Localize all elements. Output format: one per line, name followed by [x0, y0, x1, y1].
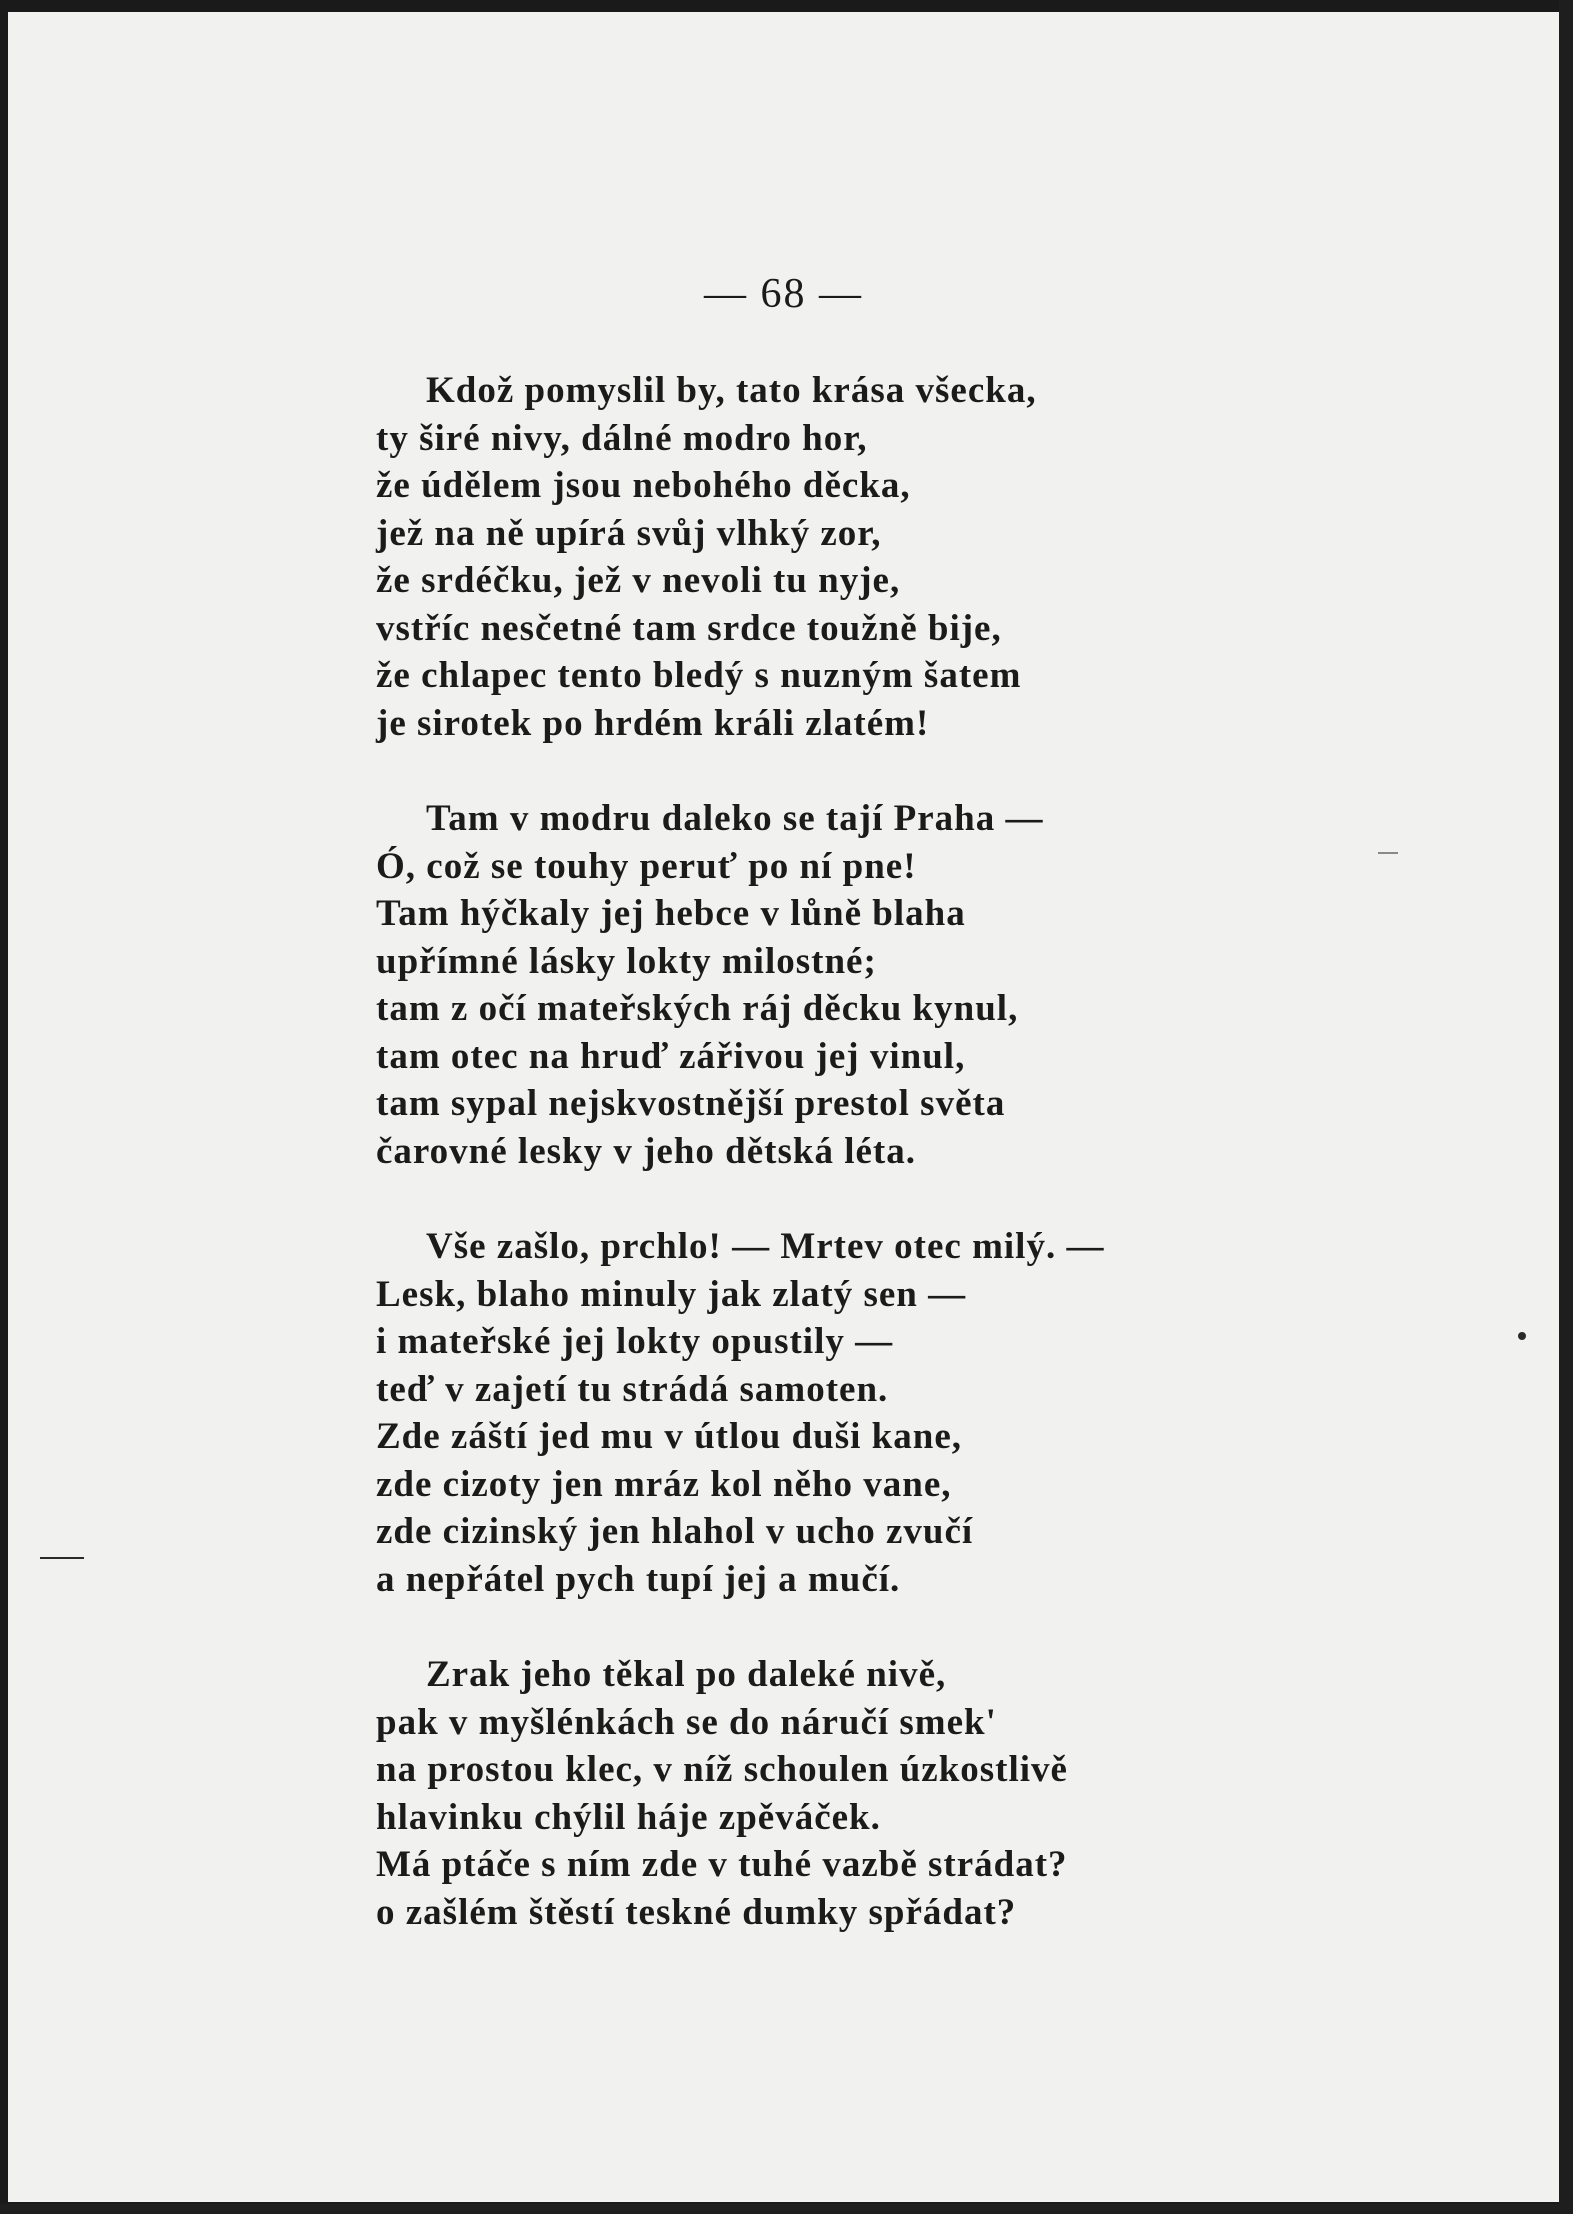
poem-line: Zrak jeho těkal po daleké nivě, [426, 1654, 947, 1695]
poem-line: hlavinku chýlil háje zpěváček. [376, 1796, 881, 1838]
poem-line: pak v myšlénkách se do náručí smek' [376, 1701, 997, 1743]
poem-line: vstříc nesčetné tam srdce toužně bije, [376, 607, 1002, 649]
ink-speck [1518, 1332, 1526, 1340]
margin-dash [1378, 852, 1398, 854]
poem-line: Zde záští jed mu v útlou duši kane, [376, 1416, 962, 1457]
scan-border-bottom [0, 2204, 1573, 2214]
poem-line: Ó, což se touhy peruť po ní pne! [376, 845, 917, 887]
poem-line: ty širé nivy, dálné modro hor, [376, 417, 868, 459]
poem-line: i mateřské jej lokty opustily — [376, 1321, 894, 1362]
poem-line: Má ptáče s ním zde v tuhé vazbě strádat? [376, 1844, 1068, 1885]
poem-line: že chlapec tento bledý s nuzným šatem [376, 655, 1022, 696]
poem-line: tam z očí mateřských ráj děcku kynul, [376, 988, 1019, 1029]
stanza-1 [376, 367, 1236, 747]
poem-line: teď v zajetí tu strádá samoten. [376, 1368, 889, 1410]
poem-line: Tam v modru daleko se tají Praha — [426, 798, 1044, 839]
stanza-4 [376, 1651, 1236, 1936]
poem-line: že údělem jsou nebohého děcka, [376, 465, 911, 506]
poem-line: tam otec na hruď zářivou jej vinul, [376, 1035, 966, 1077]
poem-line: upřímné lásky lokty milostné; [376, 940, 877, 982]
poem [376, 367, 1236, 1984]
poem-line: Lesk, blaho minuly jak zlatý sen — [376, 1273, 967, 1315]
stanza-2 [376, 795, 1236, 1175]
scan-border-right [1559, 0, 1573, 2214]
poem-line: je sirotek po hrdém králi zlatém! [376, 702, 930, 744]
poem-line: tam sypal nejskvostnější prestol světa [376, 1083, 1006, 1124]
poem-line: Kdož pomyslil by, tato krása všecka, [426, 370, 1037, 411]
poem-line: Vše zašlo, prchlo! — Mrtev otec milý. — [426, 1226, 1105, 1267]
poem-line: zde cizoty jen mráz kol něho vane, [376, 1463, 952, 1505]
margin-dash [40, 1557, 84, 1559]
poem-line: na prostou klec, v níž schoulen úzkostlivě [376, 1749, 1068, 1790]
stanza-3 [376, 1223, 1236, 1603]
page-number: — 68 — [704, 271, 863, 317]
book-page [8, 12, 1559, 2202]
poem-line: Tam hýčkaly jej hebce v lůně blaha [376, 893, 966, 934]
poem-line: jež na ně upírá svůj vlhký zor, [376, 512, 882, 554]
poem-line: a nepřátel pych tupí jej a mučí. [376, 1558, 901, 1600]
poem-line: zde cizinský jen hlahol v ucho zvučí [376, 1511, 974, 1552]
poem-line: o zašlém štěstí teskné dumky spřádat? [376, 1891, 1017, 1933]
poem-line: že srdéčku, jež v nevoli tu nyje, [376, 560, 901, 601]
poem-line: čarovné lesky v jeho dětská léta. [376, 1130, 916, 1172]
